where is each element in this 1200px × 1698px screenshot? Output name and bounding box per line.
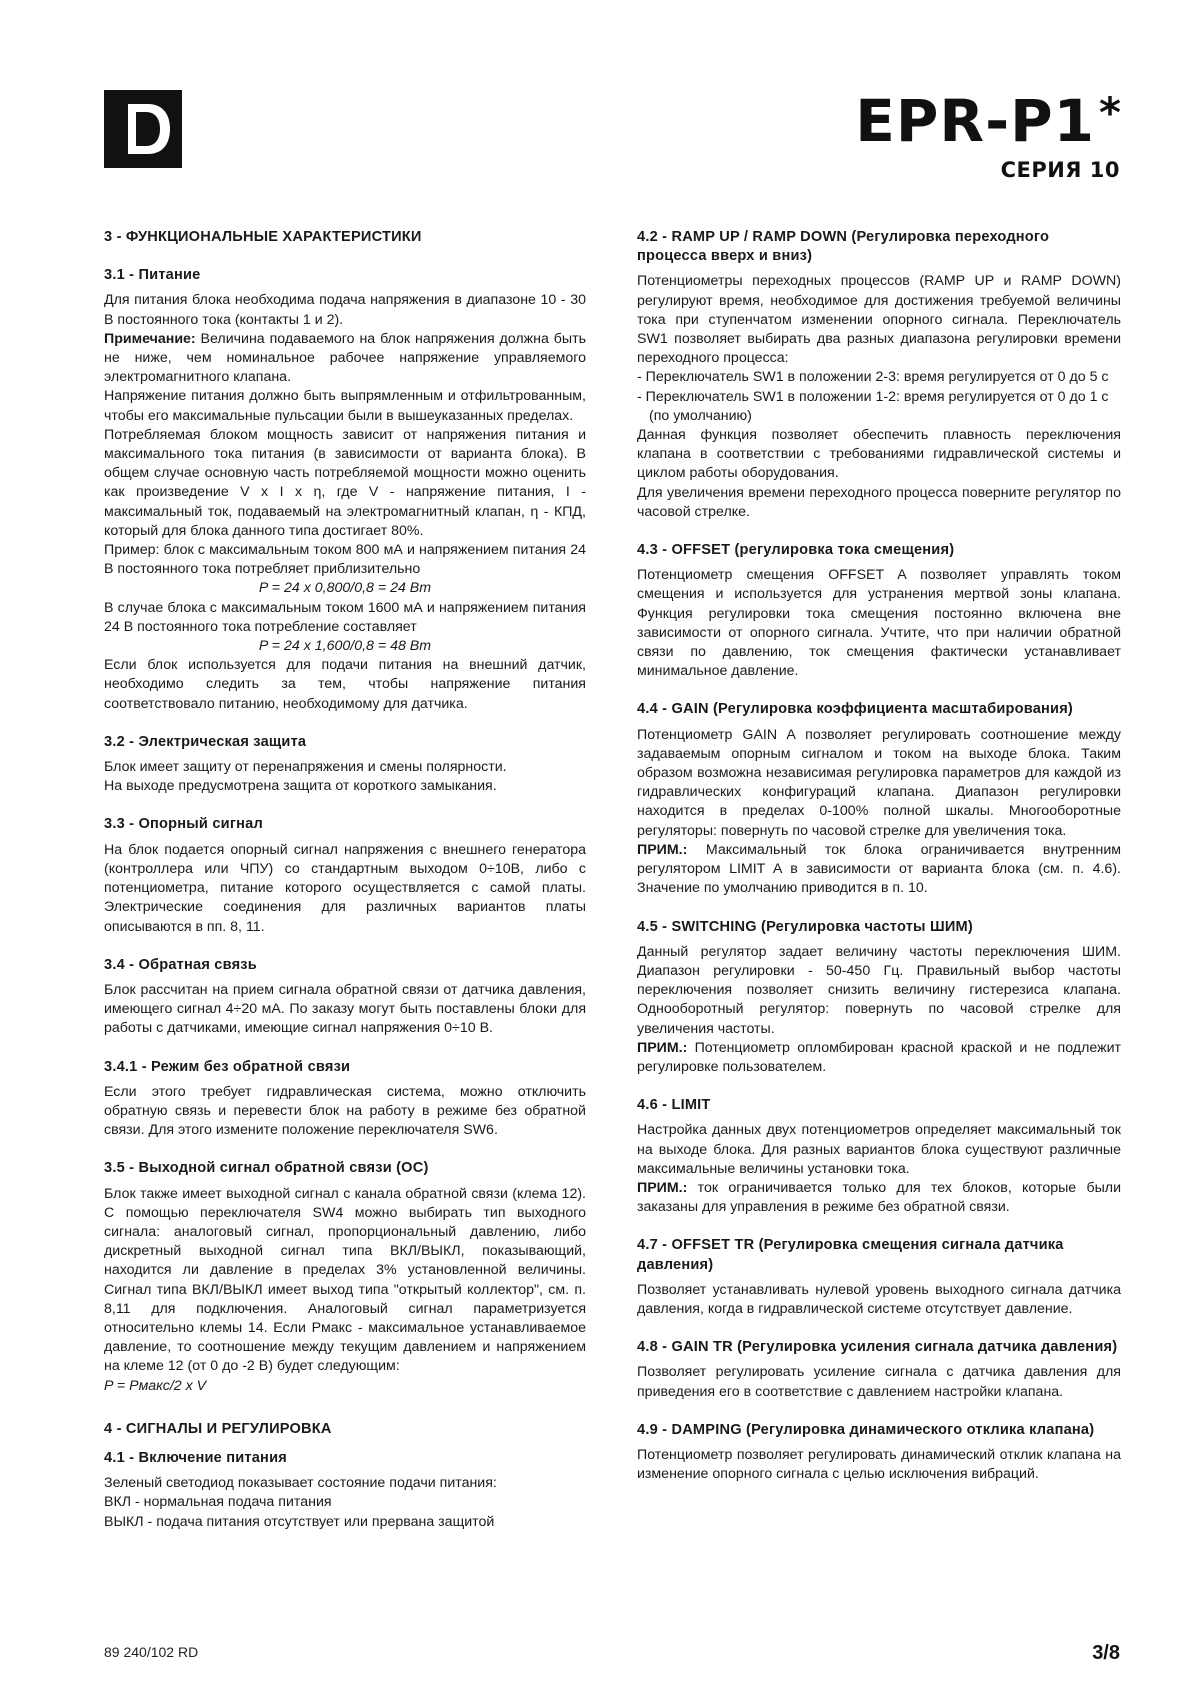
paragraph: Зеленый светодиод показывает состояние подачи питания: <box>104 1475 497 1492</box>
section-4-title: 4 - СИГНАЛЫ И РЕГУЛИРОВКА <box>104 1420 332 1437</box>
section-4-9 <box>637 1421 1121 1485</box>
section-4-6-title: 4.6 - LIMIT <box>637 1097 711 1114</box>
formula: P = Pмакс/2 x V <box>104 1377 207 1394</box>
paragraph: Потенциометр смещения OFFSET A позволяет управлять током смещения и используется для устранения мертвой зоны клапана. Функция регулировки тока смещения постоянно включена вне зависимости от опорного сигнала. Учтите, что при наличии обратной связи по давлению, ток смещения фактически устанавливает минимальное давление. <box>637 567 1121 680</box>
paragraph: Пример: блок с максимальным током 800 мА и напряжением питания 24 В постоянного тока потребляет приблизительно <box>104 542 586 578</box>
section-3-4-1 <box>104 1058 586 1141</box>
note-label: Примечание: <box>104 330 196 347</box>
paragraph: Данная функция позволяет обеспечить плавность переключения клапана в соответствии с требованиями гидравлической системы и циклом работы оборудования. <box>637 427 1121 482</box>
model-name: EPR-P1 <box>855 87 1096 155</box>
note-label: ПРИМ.: <box>637 1179 688 1196</box>
note-text: Максимальный ток блока ограничивается внутренним регулятором LIMIT A в зависимости от варианта блока (см. п. 4.6). Значение по умолчанию приводится в п. 10. <box>637 841 1121 897</box>
paragraph: Настройка данных двух потенциометров определяет максимальный ток на выходе блока. Для разных вариантов блока существуют различные максимальные величины установки тока. <box>637 1122 1121 1177</box>
formula: P = 24 x 1,600/0,8 = 48 Вт <box>258 638 432 655</box>
note-text: Потенциометр опломбирован красной краской и не подлежит регулировке пользователем. <box>637 1039 1121 1075</box>
section-3 <box>104 228 586 247</box>
list-item: - Переключатель SW1 в положении 2-3: время регулируется от 0 до 5 с <box>637 369 1109 386</box>
paragraph: Напряжение питания должно быть выпрямленным и отфильтрованным, чтобы его максимальные пульсации были в вышеуказанных пределах. <box>104 388 586 424</box>
note-paragraph <box>104 330 586 388</box>
section-4-3-title: 4.3 - OFFSET (регулировка тока смещения) <box>637 542 955 559</box>
section-4 <box>104 1420 586 1532</box>
section-3-2 <box>104 733 586 797</box>
paragraph: Для увеличения времени переходного процесса поверните регулятор по часовой стрелке. <box>637 484 1121 520</box>
section-3-5-title: 3.5 - Выходной сигнал обратной связи (ОС) <box>104 1160 429 1177</box>
model-title <box>855 87 1122 155</box>
page-number: 3/8 <box>1092 1642 1120 1664</box>
section-4-6 <box>637 1096 1121 1217</box>
paragraph: Потребляемая блоком мощность зависит от напряжения питания и максимального тока питания (в зависимости от варианта блока). В общем случае основную часть потребляемой мощности можно оценить как произведение V x I x η, где V - напряжение питания, I - максимальный ток, подаваемый на электромагнитный клапан, η - КПД, который для блока данного типа достигает 80%. <box>104 426 586 539</box>
document-code: 89 240/102 RD <box>104 1644 199 1660</box>
section-3-4-title: 3.4 - Обратная связь <box>104 956 257 973</box>
note-paragraph <box>637 1039 1121 1077</box>
note-text: ток ограничивается только для тех блоков, которые были заказаны для управления в режиме без обратной связи. <box>637 1179 1121 1216</box>
section-3-4-1-title: 3.4.1 - Режим без обратной связи <box>104 1058 351 1075</box>
section-3-5 <box>104 1159 586 1395</box>
paragraph: Потенциометр GAIN A позволяет регулировать соотношение между задаваемым опорным сигналом и током на выходе блока. Таким образом возможна независимая регулировка параметров для каждой из гидравлических конфигураций клапана. Диапазон регулировки находится в пределах 0-100% полной шкалы. Многооборотные регуляторы: повернуть по часовой стрелке для увеличения тока. <box>637 726 1121 839</box>
section-4-3 <box>637 541 1121 681</box>
section-4-1-title: 4.1 - Включение питания <box>104 1449 287 1466</box>
formula: P = 24 x 0,800/0,8 = 24 Вт <box>258 580 432 597</box>
paragraph: Потенциометры переходных процессов (RAMP UP и RAMP DOWN) регулируют время, необходимое для достижения требуемой величины тока при ступенчатом изменении опорного сигнала. Переключатель SW1 позволяет выбирать два разных диапазона регулировки времени переходного процесса: <box>637 273 1121 367</box>
section-4-2 <box>637 228 1121 522</box>
paragraph: Блок имеет защиту от перенапряжения и смены полярности. <box>104 759 507 776</box>
paragraph: На выходе предусмотрена защита от короткого замыкания. <box>104 778 497 795</box>
section-3-4 <box>104 956 586 1039</box>
section-3-3 <box>104 815 586 936</box>
model-mark: * <box>1099 88 1122 137</box>
note-text: Величина подаваемого на блок напряжения должна быть не ниже, чем номинальное рабочее напряжение управляемого электромагнитного клапана. <box>104 330 586 386</box>
section-4-4-title: 4.4 - GAIN (Регулировка коэффициента масштабирования) <box>637 701 1073 718</box>
section-3-3-title: 3.3 - Опорный сигнал <box>104 816 263 833</box>
section-4-8 <box>637 1338 1121 1402</box>
paragraph: В случае блока с максимальным током 1600 мА и напряжением питания 24 В постоянного тока потребление составляет <box>104 599 586 635</box>
note-paragraph <box>637 1179 1121 1217</box>
section-3-1-title: 3.1 - Питание <box>104 267 201 284</box>
paragraph: Потенциометр позволяет регулировать динамический отклик клапана на изменение опорного сигнала с целью исключения вибраций. <box>637 1446 1121 1483</box>
note-paragraph <box>637 841 1121 899</box>
paragraph: ВЫКЛ - подача питания отсутствует или прервана защитой <box>104 1513 495 1530</box>
section-4-5 <box>637 918 1121 1078</box>
paragraph: Данный регулятор задает величину частоты переключения ШИМ. Диапазон регулировки - 50-450 Гц. Правильный выбор частоты переключения позволяет снизить величину гистерезиса клапана. Однооборотный регулятор: повернуть по часовой стрелке для увеличения частоты. <box>637 943 1121 1037</box>
paragraph: Если этого требует гидравлическая система, можно отключить обратную связь и перевести блок на работу в режиме без обратной связи. Для этого измените положение переключателя SW6. <box>104 1083 586 1139</box>
paragraph: ВКЛ - нормальная подача питания <box>104 1494 332 1511</box>
list-item: - Переключатель SW1 в положении 1-2: время регулируется от 0 до 1 с (по умолчанию) <box>637 388 1109 424</box>
section-4-7-title: 4.7 - OFFSET TR (Регулировка смещения сигнала датчика давления) <box>637 1237 1064 1273</box>
section-4-8-title: 4.8 - GAIN TR (Регулировка усиления сигнала датчика давления) <box>637 1339 1118 1356</box>
paragraph: На блок подается опорный сигнал напряжения с внешнего генератора (контроллера или ЧПУ) со стандартным выходом 0÷10В, либо с потенциометра, питание которого осуществляется с самой платы. Электрические соединения для различных вариантов платы описываются в пп. 8, 11. <box>104 841 586 935</box>
section-4-9-title: 4.9 - DAMPING (Регулировка динамического отклика клапана) <box>637 1421 1095 1438</box>
section-3-2-title: 3.2 - Электрическая защита <box>104 733 307 750</box>
paragraph: Блок рассчитан на прием сигнала обратной связи от датчика давления, имеющего сигнал 4÷20 мА. По заказу могут быть поставлены блоки для работы с датчиками, имеющие сигнал напряжения 0÷10 В. <box>104 981 586 1037</box>
paragraph: Для питания блока необходима подача напряжения в диапазоне 10 - 30 В постоянного тока (контакты 1 и 2). <box>104 292 586 328</box>
section-3-1 <box>104 266 586 714</box>
series-title: СЕРИЯ 10 <box>1000 158 1120 182</box>
note-label: ПРИМ.: <box>637 1039 688 1056</box>
note-label: ПРИМ.: <box>637 841 688 858</box>
section-4-7 <box>637 1236 1121 1319</box>
section-4-5-title: 4.5 - SWITCHING (Регулировка частоты ШИМ) <box>637 918 973 935</box>
left-column <box>104 228 586 1551</box>
d-logo-icon <box>104 90 182 168</box>
paragraph: Позволяет устанавливать нулевой уровень выходного сигнала датчика давления, когда в гидравлической системе отсутствует давление. <box>637 1281 1121 1317</box>
paragraph: Позволяет регулировать усиление сигнала с датчика давления для приведения его в соответствие с давлением настройки клапана. <box>637 1364 1121 1400</box>
section-3-title: 3 - ФУНКЦИОНАЛЬНЫЕ ХАРАКТЕРИСТИКИ <box>104 229 422 245</box>
section-4-4 <box>637 700 1121 898</box>
section-4-2-title: 4.2 - RAMP UP / RAMP DOWN (Регулировка переходного процесса вверх и вниз) <box>637 229 1050 265</box>
paragraph: Блок также имеет выходной сигнал с канала обратной связи (клема 12). С помощью переключателя SW4 можно выбирать тип выходного сигнала: аналоговый сигнал, пропорциональный давлению, либо дискретный выходной сигнал типа ВКЛ/ВЫКЛ, показывающий, находится ли давление в пределах 3% установленной величины. Сигнал типа ВКЛ/ВЫКЛ имеет выход типа "открытый коллектор", см. п. 8,11 для подключения. Аналоговый сигнал параметризуется относительно клемы 14. Если Pмакс - максимальное устанавливаемое давление, то соотношение между текущим давлением и напряжением на клеме 12 (от 0 до -2 В) будет следующим: <box>104 1185 586 1375</box>
paragraph: Если блок используется для подачи питания на внешний датчик, необходимо следить за тем, чтобы напряжение питания соответствовало питанию, необходимому для датчика. <box>104 657 586 712</box>
right-column <box>637 228 1121 1503</box>
